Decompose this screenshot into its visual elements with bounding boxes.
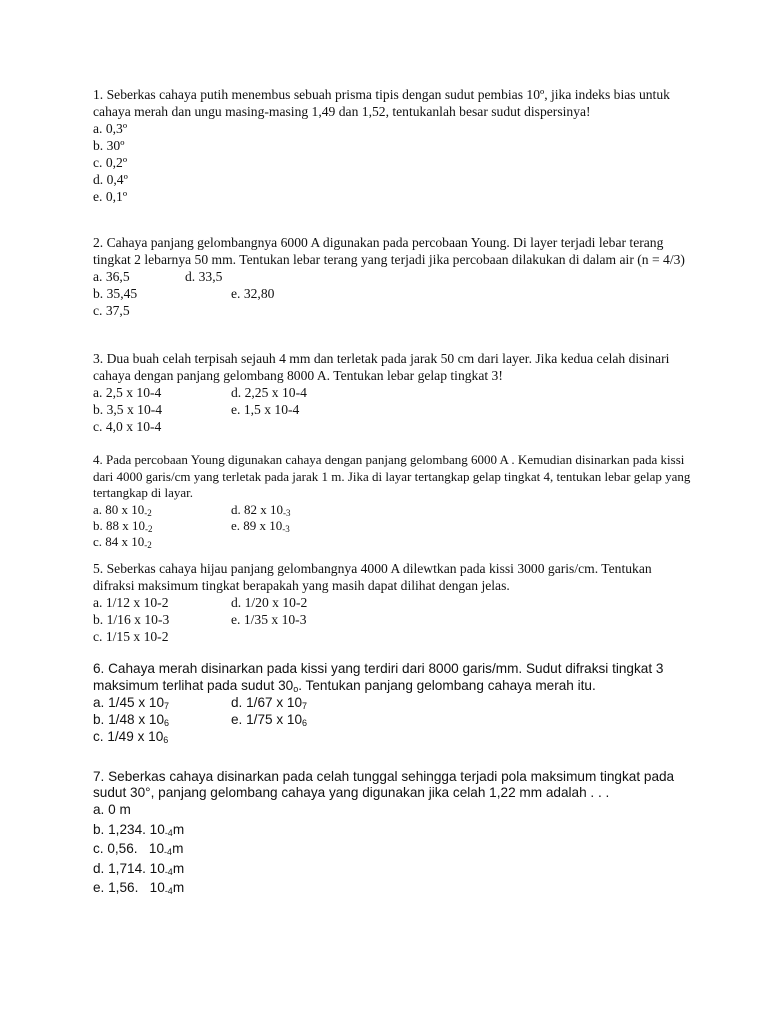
- option-1e: e. 0,1º: [93, 189, 128, 204]
- option-row: [93, 628, 693, 645]
- option-row: [93, 729, 693, 746]
- question-2: [93, 234, 693, 319]
- option-4b: b. 88 x 10-2: [93, 517, 153, 534]
- degree-sign: o: [293, 683, 299, 694]
- option-row: [93, 518, 693, 534]
- option-7a: a. 0 m: [93, 802, 131, 817]
- question-4-stem: 4. Pada percobaan Young digunakan cahaya dengan panjang gelombang 6000 A . Kemudian disinarkan pada kissi dari 4000 garis/cm yang terletak pada jarak 1 m. Jika di layar tertangkap gelap tingkat 4, tentukan lebar gelap yang tertangkap di layar.: [93, 452, 691, 500]
- question-7-stem: 7. Seberkas cahaya disinarkan pada celah tunggal sehingga terjadi pola maksimum tingkat pada sudut 30°, panjang gelombang cahaya yang digunakan jika celah 1,22 mm adalah . . .: [93, 769, 675, 800]
- option-5a: a. 1/12 x 10-2: [93, 595, 169, 610]
- option-5d: d. 1/20 x 10-2: [231, 595, 308, 610]
- option-1b: b. 30º: [93, 138, 125, 153]
- exponent: -4: [164, 886, 173, 896]
- exponent: -4: [164, 847, 173, 857]
- option-4a: a. 80 x 10-2: [93, 501, 152, 518]
- exponent: 7: [164, 701, 170, 711]
- option-2a: a. 36,5: [93, 269, 130, 284]
- option-2b: b. 35,45: [93, 286, 138, 301]
- option-row: [93, 418, 693, 435]
- option-row: [93, 502, 693, 518]
- exponent: 7: [302, 701, 308, 711]
- option-5c: c. 1/15 x 10-2: [93, 629, 169, 644]
- option-row: [93, 268, 693, 285]
- option-3e: e. 1,5 x 10-4: [231, 402, 300, 417]
- option-4e: e. 89 x 10-3: [231, 517, 290, 534]
- option-4c: c. 84 x 10-2: [93, 533, 152, 550]
- question-2-stem: 2. Cahaya panjang gelombangnya 6000 A digunakan pada percobaan Young. Di layer terjadi lebar terang tingkat 2 lebarnya 50 mm. Tentukan lebar terang yang terjadi jika percobaan dilakukan di dalam air (n = 4/3): [93, 235, 685, 267]
- exponent: -3: [283, 507, 291, 518]
- option-6a: a. 1/45 x 107: [93, 695, 170, 711]
- option-7e: e. 1,56. 10-4m: [93, 880, 185, 896]
- option-3a: a. 2,5 x 10-4: [93, 385, 162, 400]
- option-1a: a. 0,3º: [93, 121, 128, 136]
- option-4d: d. 82 x 10-3: [231, 501, 291, 518]
- option-6b: b. 1/48 x 106: [93, 712, 170, 728]
- exponent: -4: [164, 827, 173, 838]
- exponent: 6: [302, 718, 308, 728]
- option-5e: e. 1/35 x 10-3: [231, 612, 307, 627]
- option-3c: c. 4,0 x 10-4: [93, 419, 162, 434]
- exponent: -3: [282, 523, 290, 534]
- option-2d: d. 33,5: [185, 269, 223, 284]
- question-5: [93, 560, 693, 645]
- option-row: [93, 611, 693, 628]
- option-row: [93, 384, 693, 401]
- option-1d: d. 0,4º: [93, 172, 128, 187]
- option-row: [93, 285, 693, 302]
- option-2c: c. 37,5: [93, 303, 130, 318]
- option-2e: e. 32,80: [231, 286, 275, 301]
- option-5b: b. 1/16 x 10-3: [93, 612, 170, 627]
- option-6c: c. 1/49 x 106: [93, 729, 169, 745]
- question-6-stem: 6. Cahaya merah disinarkan pada kissi yang terdiri dari 8000 garis/mm. Sudut difraksi tingkat 3 maksimum terlihat pada sudut 30o. Tentukan panjang gelombang cahaya merah itu.: [93, 661, 664, 694]
- exponent: 6: [163, 735, 169, 745]
- option-3d: d. 2,25 x 10-4: [231, 385, 307, 400]
- exponent: -2: [144, 507, 152, 518]
- option-row: [93, 594, 693, 611]
- option-row: [93, 401, 693, 418]
- option-row: [93, 695, 693, 712]
- option-1c: c. 0,2º: [93, 155, 128, 170]
- option-3b: b. 3,5 x 10-4: [93, 402, 163, 417]
- question-3: [93, 350, 693, 435]
- option-7d: d. 1,714. 10-4m: [93, 860, 185, 877]
- question-7: [93, 769, 693, 898]
- option-7b: b. 1,234. 10-4m: [93, 821, 185, 838]
- exponent: 6: [164, 718, 170, 728]
- option-row: [93, 534, 693, 550]
- option-6d: d. 1/67 x 107: [231, 695, 308, 711]
- question-1-stem: 1. Seberkas cahaya putih menembus sebuah prisma tipis dengan sudut pembias 10º, jika indeks bias untuk cahaya merah dan ungu masing-masing 1,49 dan 1,52, tentukanlah besar sudut dispersinya!: [93, 87, 670, 119]
- question-5-stem: 5. Seberkas cahaya hijau panjang gelombangnya 4000 A dilewtkan pada kissi 3000 garis/cm. Tentukan difraksi maksimum tingkat berapakah yang masih dapat dilihat dengan jelas.: [93, 561, 652, 593]
- exponent: -4: [164, 866, 173, 877]
- exponent: -2: [144, 539, 152, 550]
- option-row: [93, 712, 693, 729]
- option-6e: e. 1/75 x 106: [231, 712, 308, 728]
- question-1: [93, 86, 693, 205]
- option-row: [93, 302, 693, 319]
- question-3-stem: 3. Dua buah celah terpisah sejauh 4 mm dan terletak pada jarak 50 cm dari layer. Jika kedua celah disinari cahaya dengan panjang gelombang 8000 A. Tentukan lebar gelap tingkat 3!: [93, 351, 670, 383]
- question-4: [93, 452, 693, 550]
- exponent: -2: [145, 523, 153, 534]
- option-7c: c. 0,56. 10-4m: [93, 841, 184, 857]
- question-6: [93, 661, 693, 746]
